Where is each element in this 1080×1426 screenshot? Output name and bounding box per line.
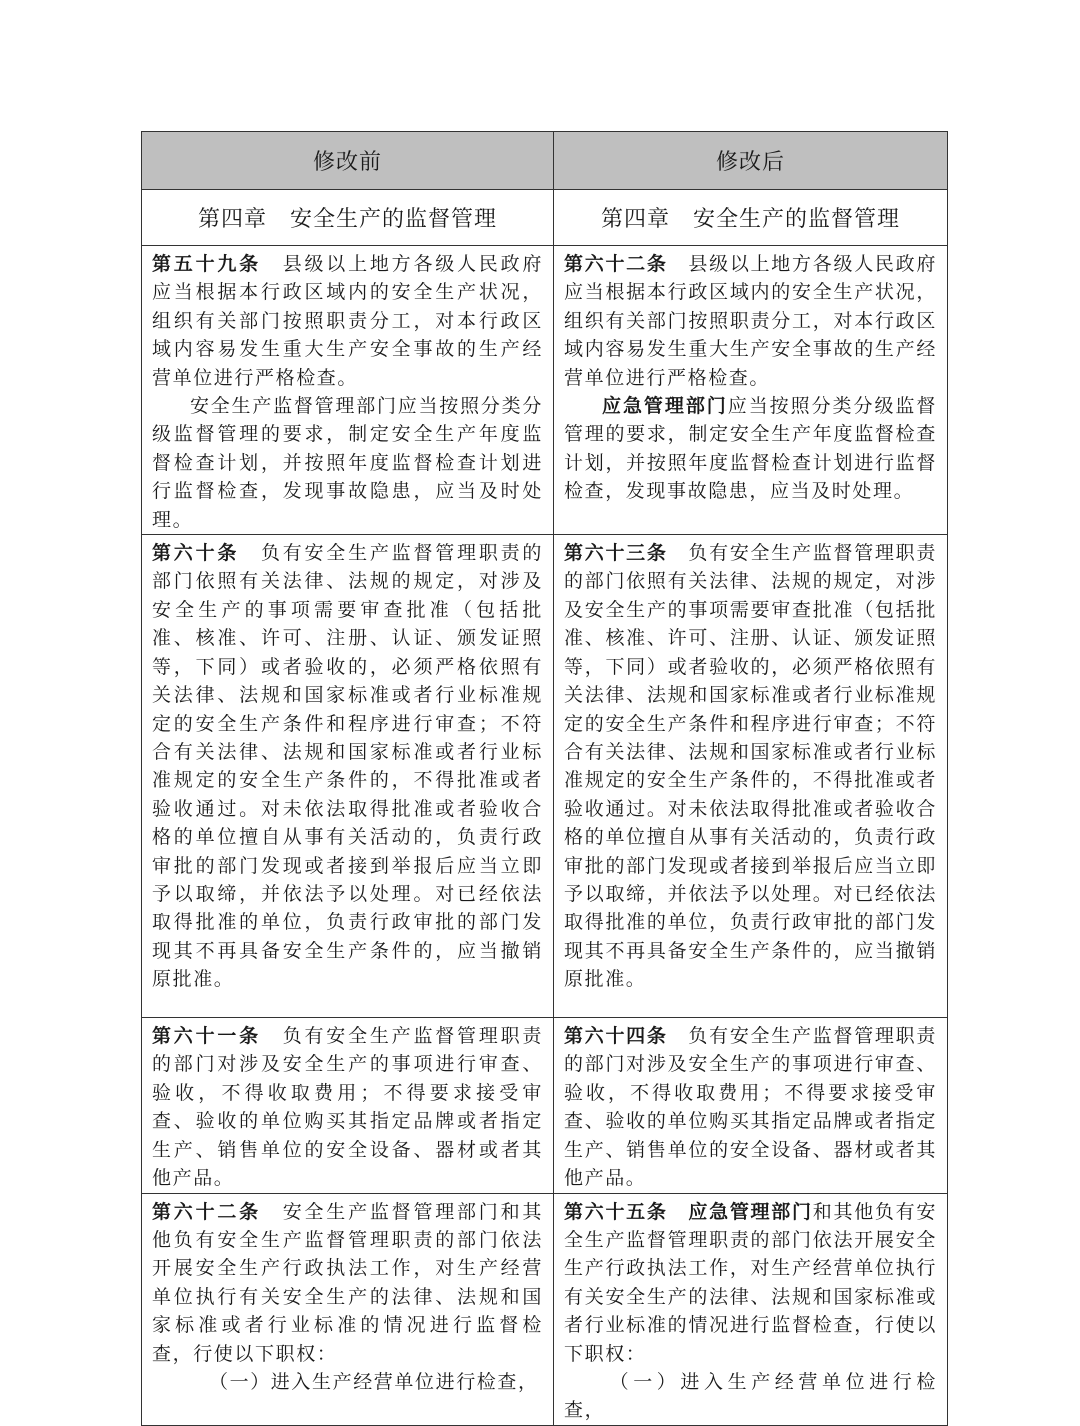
table-row xyxy=(142,535,948,1018)
paragraph xyxy=(564,392,937,506)
paragraph xyxy=(152,250,543,392)
paragraph xyxy=(564,1022,937,1192)
chapter-title-after: 第四章 安全生产的监督管理 xyxy=(554,190,948,246)
article-number: 第六十四条 xyxy=(564,1025,668,1048)
article-number: 第六十二条 xyxy=(152,1200,261,1223)
cell-after xyxy=(554,535,948,1018)
cell-before xyxy=(142,246,554,535)
article-text: 县级以上地方各级人民政府应当根据本行政区域内的安全生产状况，组织有关部门按照职责分工，对本行政区域内容易发生重大生产安全事故的生产经营单位进行严格检查。 xyxy=(152,253,543,389)
header-row xyxy=(142,132,948,190)
cell-after xyxy=(554,246,948,535)
table-row xyxy=(142,1193,948,1425)
paragraph xyxy=(564,1198,937,1368)
article-text: 应当按照分类分级监督管理的要求，制定安全生产年度监督检查计划，并按照年度监督检查计划进行监督检查，发现事故隐患，应当及时处理。 xyxy=(564,395,937,503)
article-number: 第六十二条 xyxy=(564,253,668,275)
comparison-table xyxy=(141,131,948,1426)
article-text: 负有安全生产监督管理职责的部门依照有关法律、法规的规定，对涉及安全生产的事项需要审查批准（包括批准、核准、许可、注册、认证、颁发证照等，下同）或者验收的，必须严格依照有关法律、法规和国家标准或者行业标准规定的安全生产条件和程序进行审查；不符合有关法律、法规和国家标准或者行业标准规定的安全生产条件的，不得批准或者验收通过。对未依法取得批准或者验收合格的单位擅自从事有关活动的，负责行政审批的部门发现或者接到举报后应当立即予以取缔，并依法予以处理。对已经依法取得批准的单位，负责行政审批的部门发现其不再具备安全生产条件的，应当撤销原批准。 xyxy=(564,542,937,991)
paragraph xyxy=(564,539,937,994)
paragraph xyxy=(564,250,937,392)
chapter-title-before: 第四章 安全生产的监督管理 xyxy=(142,190,554,246)
chapter-row xyxy=(142,190,948,246)
article-text: 负有安全生产监督管理职责的部门对涉及安全生产的事项进行审查、验收，不得收取费用；不得要求接受审查、验收的单位购买其指定品牌或者指定生产、销售单位的安全设备、器材或者其他产品。 xyxy=(152,1025,543,1190)
cell-before xyxy=(142,1018,554,1193)
article-text: 安全生产监督管理部门和其他负有安全生产监督管理职责的部门依法开展安全生产行政执法工作，对生产经营单位执行有关安全生产的法律、法规和国家标准或者行业标准的情况进行监督检查，行使以下职权： xyxy=(152,1200,543,1365)
article-text: 和其他负有安全生产监督管理职责的部门依法开展安全生产行政执法工作，对生产经营单位执行有关安全生产的法律、法规和国家标准或者行业标准的情况进行监督检查，行使以下职权： xyxy=(564,1200,937,1365)
amended-term: 应急管理部门 xyxy=(667,1200,813,1223)
article-text: 负有安全生产监督管理职责的部门对涉及安全生产的事项进行审查、验收，不得收取费用；不得要求接受审查、验收的单位购买其指定品牌或者指定生产、销售单位的安全设备、器材或者其他产品。 xyxy=(564,1025,937,1190)
article-text: 负有安全生产监督管理职责的部门依照有关法律、法规的规定，对涉及安全生产的事项需要审查批准（包括批准、核准、许可、注册、认证、颁发证照等，下同）或者验收的，必须严格依照有关法律、法规和国家标准或者行业标准规定的安全生产条件和程序进行审查；不符合有关法律、法规和国家标准或者行业标准规定的安全生产条件的，不得批准或者验收通过。对未依法取得批准或者验收合格的单位擅自从事有关活动的，负责行政审批的部门发现或者接到举报后应当立即予以取缔，并依法予以处理。对已经依法取得批准的单位，负责行政审批的部门发现其不再具备安全生产条件的，应当撤销原批准。 xyxy=(152,542,543,991)
paragraph xyxy=(152,1198,543,1368)
table-row xyxy=(142,246,948,535)
cell-before xyxy=(142,535,554,1018)
paragraph: （一）进入生产经营单位进行检查， xyxy=(564,1370,937,1422)
amended-term: 应急管理部门 xyxy=(602,395,728,418)
article-number: 第六十条 xyxy=(152,542,240,565)
paragraph: （一）进入生产经营单位进行检查， xyxy=(209,1370,539,1393)
cell-before xyxy=(142,1193,554,1425)
paragraph: 安全生产监督管理部门应当按照分类分级监督管理的要求，制定安全生产年度监督检查计划，并按照年度监督检查计划进行监督检查，发现事故隐患，应当及时处理。 xyxy=(152,395,543,531)
header-after: 修改后 xyxy=(554,132,948,190)
article-number: 第六十三条 xyxy=(564,542,668,565)
article-number: 第六十一条 xyxy=(152,1025,261,1048)
article-text: 县级以上地方各级人民政府应当根据本行政区域内的安全生产状况，组织有关部门按照职责分工，对本行政区域内容易发生重大生产安全事故的生产经营单位进行严格检查。 xyxy=(564,253,937,389)
article-number: 第六十五条 xyxy=(564,1200,668,1223)
cell-after xyxy=(554,1193,948,1425)
article-number: 第五十九条 xyxy=(152,253,261,275)
paragraph xyxy=(152,539,543,994)
paragraph xyxy=(152,1022,543,1192)
header-before: 修改前 xyxy=(142,132,554,190)
cell-after xyxy=(554,1018,948,1193)
table-row xyxy=(142,1018,948,1193)
